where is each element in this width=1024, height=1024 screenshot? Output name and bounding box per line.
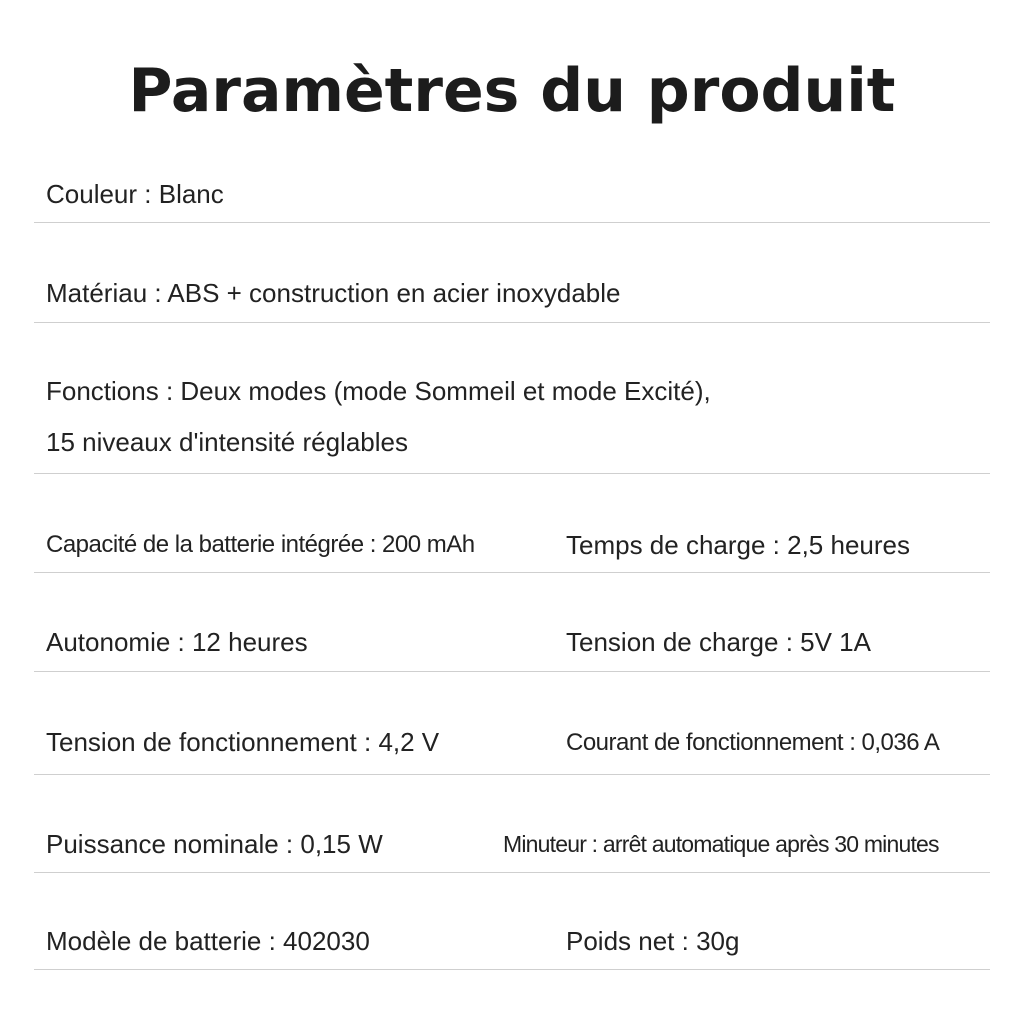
spec-timer: Minuteur : arrêt automatique après 30 minutes [503, 831, 939, 857]
spec-material: Matériau : ABS + construction en acier inoxydable [46, 278, 621, 308]
row-divider [34, 969, 990, 970]
spec-charge-time: Temps de charge : 2,5 heures [566, 530, 910, 560]
row-divider [34, 322, 990, 323]
row-divider [34, 872, 990, 873]
spec-functions-line2: 15 niveaux d'intensité réglables [46, 427, 408, 457]
spec-functions-line1: Fonctions : Deux modes (mode Sommeil et mode Excité), [46, 376, 711, 406]
spec-battery-model: Modèle de batterie : 402030 [46, 926, 370, 956]
row-divider [34, 473, 990, 474]
spec-operating-voltage: Tension de fonctionnement : 4,2 V [46, 727, 440, 757]
row-divider [34, 572, 990, 573]
row-divider [34, 222, 990, 223]
spec-rated-power: Puissance nominale : 0,15 W [46, 829, 383, 859]
row-divider [34, 671, 990, 672]
spec-color: Couleur : Blanc [46, 179, 224, 209]
spec-net-weight: Poids net : 30g [566, 926, 740, 956]
spec-charge-voltage: Tension de charge : 5V 1A [566, 627, 871, 657]
spec-autonomy: Autonomie : 12 heures [46, 627, 308, 657]
row-divider [34, 774, 990, 775]
spec-battery-capacity: Capacité de la batterie intégrée : 200 mAh [46, 531, 475, 558]
page-title: Paramètres du produit [128, 56, 896, 126]
spec-operating-current: Courant de fonctionnement : 0,036 A [566, 729, 940, 756]
